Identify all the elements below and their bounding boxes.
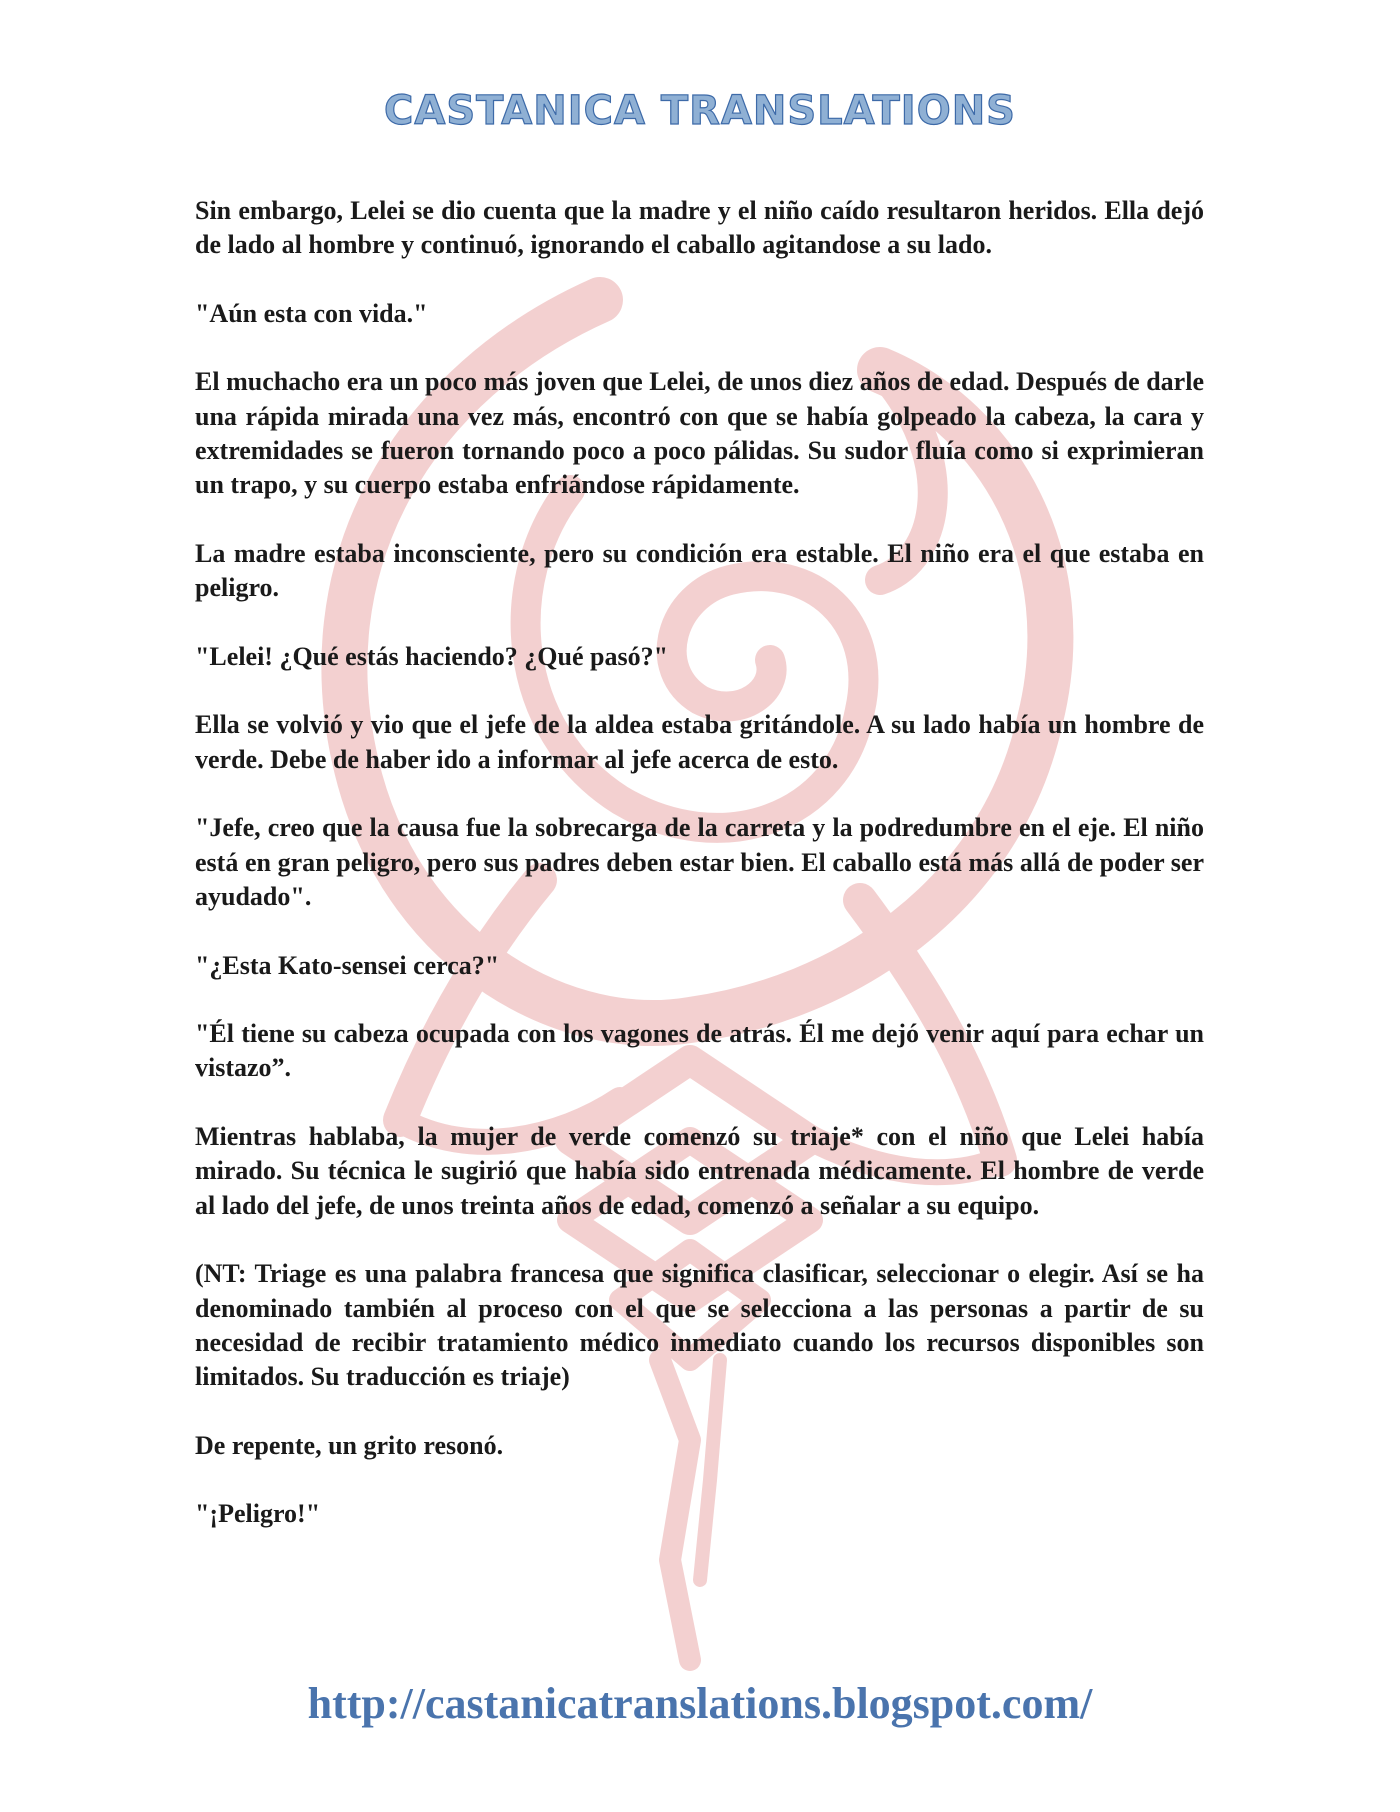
paragraph: (NT: Triage es una palabra francesa que significa clasificar, seleccionar o elegir. Así se ha denominado también al proceso con el que se selecciona a las personas a partir de su necesidad de recibir tratamiento médico inmediato cuando los recursos disponibles son limitados. Su traducción es triaje) (195, 1259, 1204, 1392)
blog-url-link[interactable]: http://castanicatranslations.blogspot.com/ (307, 1679, 1093, 1728)
paragraph: "Jefe, creo que la causa fue la sobrecarga de la carreta y la podredumbre en el eje. El niño está en gran peligro, pero sus padres deben estar bien. El caballo está más allá de poder ser ayudado". (195, 813, 1204, 911)
paragraph: La madre estaba inconsciente, pero su condición era estable. El niño era el que estaba en peligro. (195, 538, 1204, 603)
paragraph: Ella se volvió y vio que el jefe de la aldea estaba gritándole. A su lado había un hombre de verde. Debe de haber ido a informar al jefe acerca de esto. (195, 710, 1204, 774)
paragraph: "Aún esta con vida." (195, 298, 428, 328)
paragraph: De repente, un grito resonó. (195, 1430, 504, 1460)
paragraph: "Lelei! ¿Qué estás haciendo? ¿Qué pasó?" (195, 641, 669, 671)
paragraph: "Él tiene su cabeza ocupada con los vagones de atrás. Él me dejó venir aquí para echar un vistazo”. (195, 1019, 1204, 1083)
paragraph: Sin embargo, Lelei se dio cuenta que la madre y el niño caído resultaron heridos. Ella dejó de lado al hombre y continuó, ignorando el caballo agitandose a su lado. (195, 196, 1204, 260)
site-title: CASTANICA TRANSLATIONS (384, 88, 1016, 134)
story-text (195, 194, 1204, 1566)
paragraph: El muchacho era un poco más joven que Lelei, de unos diez años de edad. Después de darle una rápida mirada una vez más, encontró con que se había golpeado la cabeza, la cara y extremidades se fueron tornando poco a poco pálidas. Su sudor fluía como si exprimieran un trapo, y su cuerpo estaba enfriándose rápidamente. (195, 367, 1204, 500)
paragraph: Mientras hablaba, la mujer de verde comenzó su triaje* con el niño que Lelei había mirado. Su técnica le sugirió que había sido entrenada médicamente. El hombre de verde al lado del jefe, de unos treinta años de edad, comenzó a señalar a su equipo. (195, 1122, 1204, 1220)
paragraph: "¿Esta Kato-sensei cerca?" (195, 950, 500, 980)
paragraph: "¡Peligro!" (195, 1499, 321, 1529)
